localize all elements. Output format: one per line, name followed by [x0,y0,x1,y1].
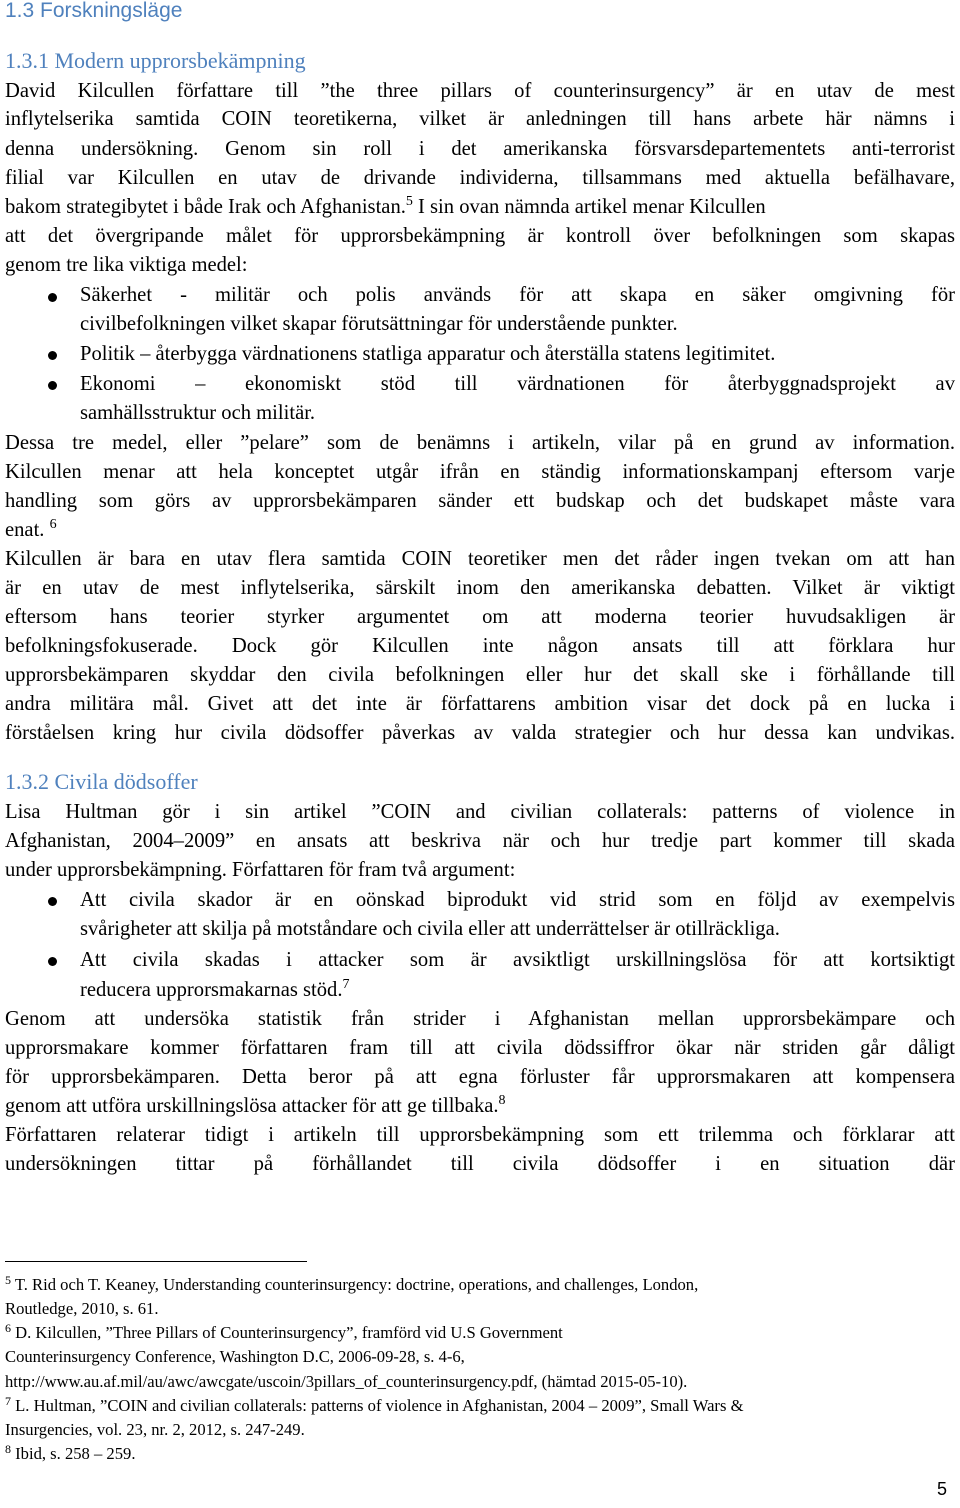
paragraph-text: I sin ovan nämnda artikel menar Kilcullen [412,196,766,218]
list-item-line: Säkerhet - militär och polis används för att skapa en säker omgivning för [80,284,955,306]
paragraph-line: befolkningsfokuserade. Dock gör Kilcullen inte någon ansats till att förklara hur [5,635,955,657]
footnote-ref-6[interactable]: 6 [49,517,57,532]
footnote-ref-5[interactable]: 5 [405,194,413,209]
footnote-text: L. Hultman, ”COIN and civilian collaterals: patterns of violence in Afghanistan, 2004 – 2009”, Small Wars & [15,1396,744,1415]
bullet-icon [48,293,57,302]
paragraph-line: Författaren relaterar tidigt i artikeln till upprorsbekämpning som ett trilemma och förklarar att [5,1124,955,1146]
list-item-line: Ekonomi – ekonomiskt stöd till värdnationen för återbyggnadsprojekt av [80,373,955,395]
footnote-7 [5,1394,955,1418]
paragraph-line: inflytelserika samtida COIN teoretikerna, vilket är anledningen till hans arbete här nämns i [5,108,955,130]
paragraph-line: filial var Kilcullen en utav de drivande individerna, tillsammans med aktuella befälhavare, [5,167,955,189]
list-item-line: samhällsstruktur och militär. [80,402,316,424]
bullet-icon [48,897,57,906]
paragraph-line [5,1092,955,1120]
paragraph-line: upprorsmakare kommer författaren fram till att civila dödssiffror ökar när striden går dåligt [5,1037,955,1059]
footnote-line: Insurgencies, vol. 23, nr. 2, 2012, s. 247-249. [5,1420,305,1439]
footnote-number: 5 [5,1273,11,1287]
footnote-line: Routledge, 2010, s. 61. [5,1299,159,1318]
paragraph-text: enat. [5,519,50,541]
footnote-6 [5,1321,955,1345]
paragraph-line: andra militära mål. Givet att det inte är författarens ambition visar det dock på en lucka i [5,693,955,715]
bullet-icon [48,381,57,390]
footnote-text: Ibid, s. 258 – 259. [15,1444,136,1463]
paragraph-line: att det övergripande målet för upprorsbekämpning är kontroll över befolkningen som skapas [5,225,955,247]
footnote-text: D. Kilcullen, ”Three Pillars of Counterinsurgency”, framförd vid U.S Government [15,1323,563,1342]
paragraph-line: Afghanistan, 2004–2009” en ansats att beskriva när och hur tredje part kommer till skada [5,830,955,852]
paragraph-line: Kilcullen menar att hela konceptet utgår ifrån en ständig informationskampanj eftersom varje [5,461,955,483]
paragraph-line: David Kilcullen författare till ”the three pillars of counterinsurgency” är en utav de mest [5,80,955,102]
paragraph-line: Kilcullen är bara en utav flera samtida COIN teoretiker men det råder ingen tvekan om att han [5,548,955,570]
paragraph-line: eftersom hans teorier styrker argumentet om att moderna teorier huvudsakligen är [5,606,955,628]
footnote-number: 6 [5,1321,11,1335]
footnote-text: T. Rid och T. Keaney, Understanding counterinsurgency: doctrine, operations, and challenges, London, [14,1275,699,1294]
paragraph-text: genom att utföra urskillningslösa attacker för att ge tillbaka. [5,1095,499,1117]
footnote-line: Counterinsurgency Conference, Washington D.C, 2006-09-28, s. 4-6, [5,1347,465,1366]
paragraph-line: denna undersökning. Genom sin roll i det amerikanska försvarsdepartementets anti-terrorist [5,138,955,160]
paragraph-line: handling som görs av upprorsbekämparen sänder ett budskap och det budskapet måste vara [5,490,955,512]
footnote-5 [5,1273,955,1297]
paragraph-line: genom tre lika viktiga medel: [5,254,248,276]
footnote-number: 8 [5,1442,11,1456]
paragraph-line: upprorsbekämparen skyddar den civila befolkningen eller hur det skall ske i förhållande till [5,664,955,686]
footnote-number: 7 [5,1394,11,1408]
list-item-line: civilbefolkningen vilket skapar förutsättningar för understående punkter. [80,313,678,335]
footnote-separator [5,1261,307,1262]
paragraph-line: förståelsen kring hur civila dödsoffer påverkas av valda strategier och hur dessa kan undvikas. [5,722,955,744]
paragraph-line: för upprorsbekämparen. Detta beror på att egna förluster får upprorsmakaren att kompensera [5,1066,955,1088]
paragraph-text: bakom strategibytet i både Irak och Afghanistan. [5,196,406,218]
paragraph-line [5,193,955,221]
footnote-8 [5,1442,955,1466]
paragraph-line: Lisa Hultman gör i sin artikel ”COIN and civilian collaterals: patterns of violence in [5,801,955,823]
paragraph-line: är en utav de mest inflytelserika, särskilt inom den amerikanska debatten. Vilket är viktigt [5,577,955,599]
list-item-line: Att civila skadas i attacker som är avsiktligt urskillningslösa för att kortsiktigt [80,949,955,971]
paragraph-line: Genom att undersöka statistik från strider i Afghanistan mellan upprorsbekämpare och [5,1008,955,1030]
bullet-icon [48,351,57,360]
paragraph-line [5,516,955,544]
footnote-ref-8[interactable]: 8 [498,1093,506,1108]
list-item-line [80,976,955,1004]
paragraph-line: undersökningen tittar på förhållandet till civila dödsoffer i en situation där [5,1153,955,1175]
list-item-line: Att civila skador är en oönskad biprodukt vid strid som en följd av exempelvis [80,889,955,911]
heading-1-3: 1.3 Forskningsläge [5,0,183,22]
paragraph-line: under upprorsbekämpning. Författaren för fram två argument: [5,859,516,881]
page-number: 5 [937,1479,948,1499]
list-item-line: Politik – återbygga värdnationens statliga apparatur och återställa statens legitimitet. [80,343,776,365]
paragraph-line: Dessa tre medel, eller ”pelare” som de benämns i artikeln, vilar på en grund av information. [5,432,955,454]
bullet-icon [48,957,57,966]
footnote-url-link[interactable]: http://www.au.af.mil/au/awc/awcgate/uscoin/3pillars_of_counterinsurgency.pdf, (hämtad 2015-05-10). [5,1372,688,1391]
paragraph-text: reducera upprorsmakarnas stöd. [80,979,343,1001]
heading-1-3-1: 1.3.1 Modern upprorsbekämpning [5,48,306,73]
list-item-line: svårigheter att skilja på motståndare och civila eller att underrättelser är otillräckliga. [80,918,780,940]
footnote-ref-7[interactable]: 7 [342,977,350,992]
heading-1-3-2: 1.3.2 Civila dödsoffer [5,769,198,794]
